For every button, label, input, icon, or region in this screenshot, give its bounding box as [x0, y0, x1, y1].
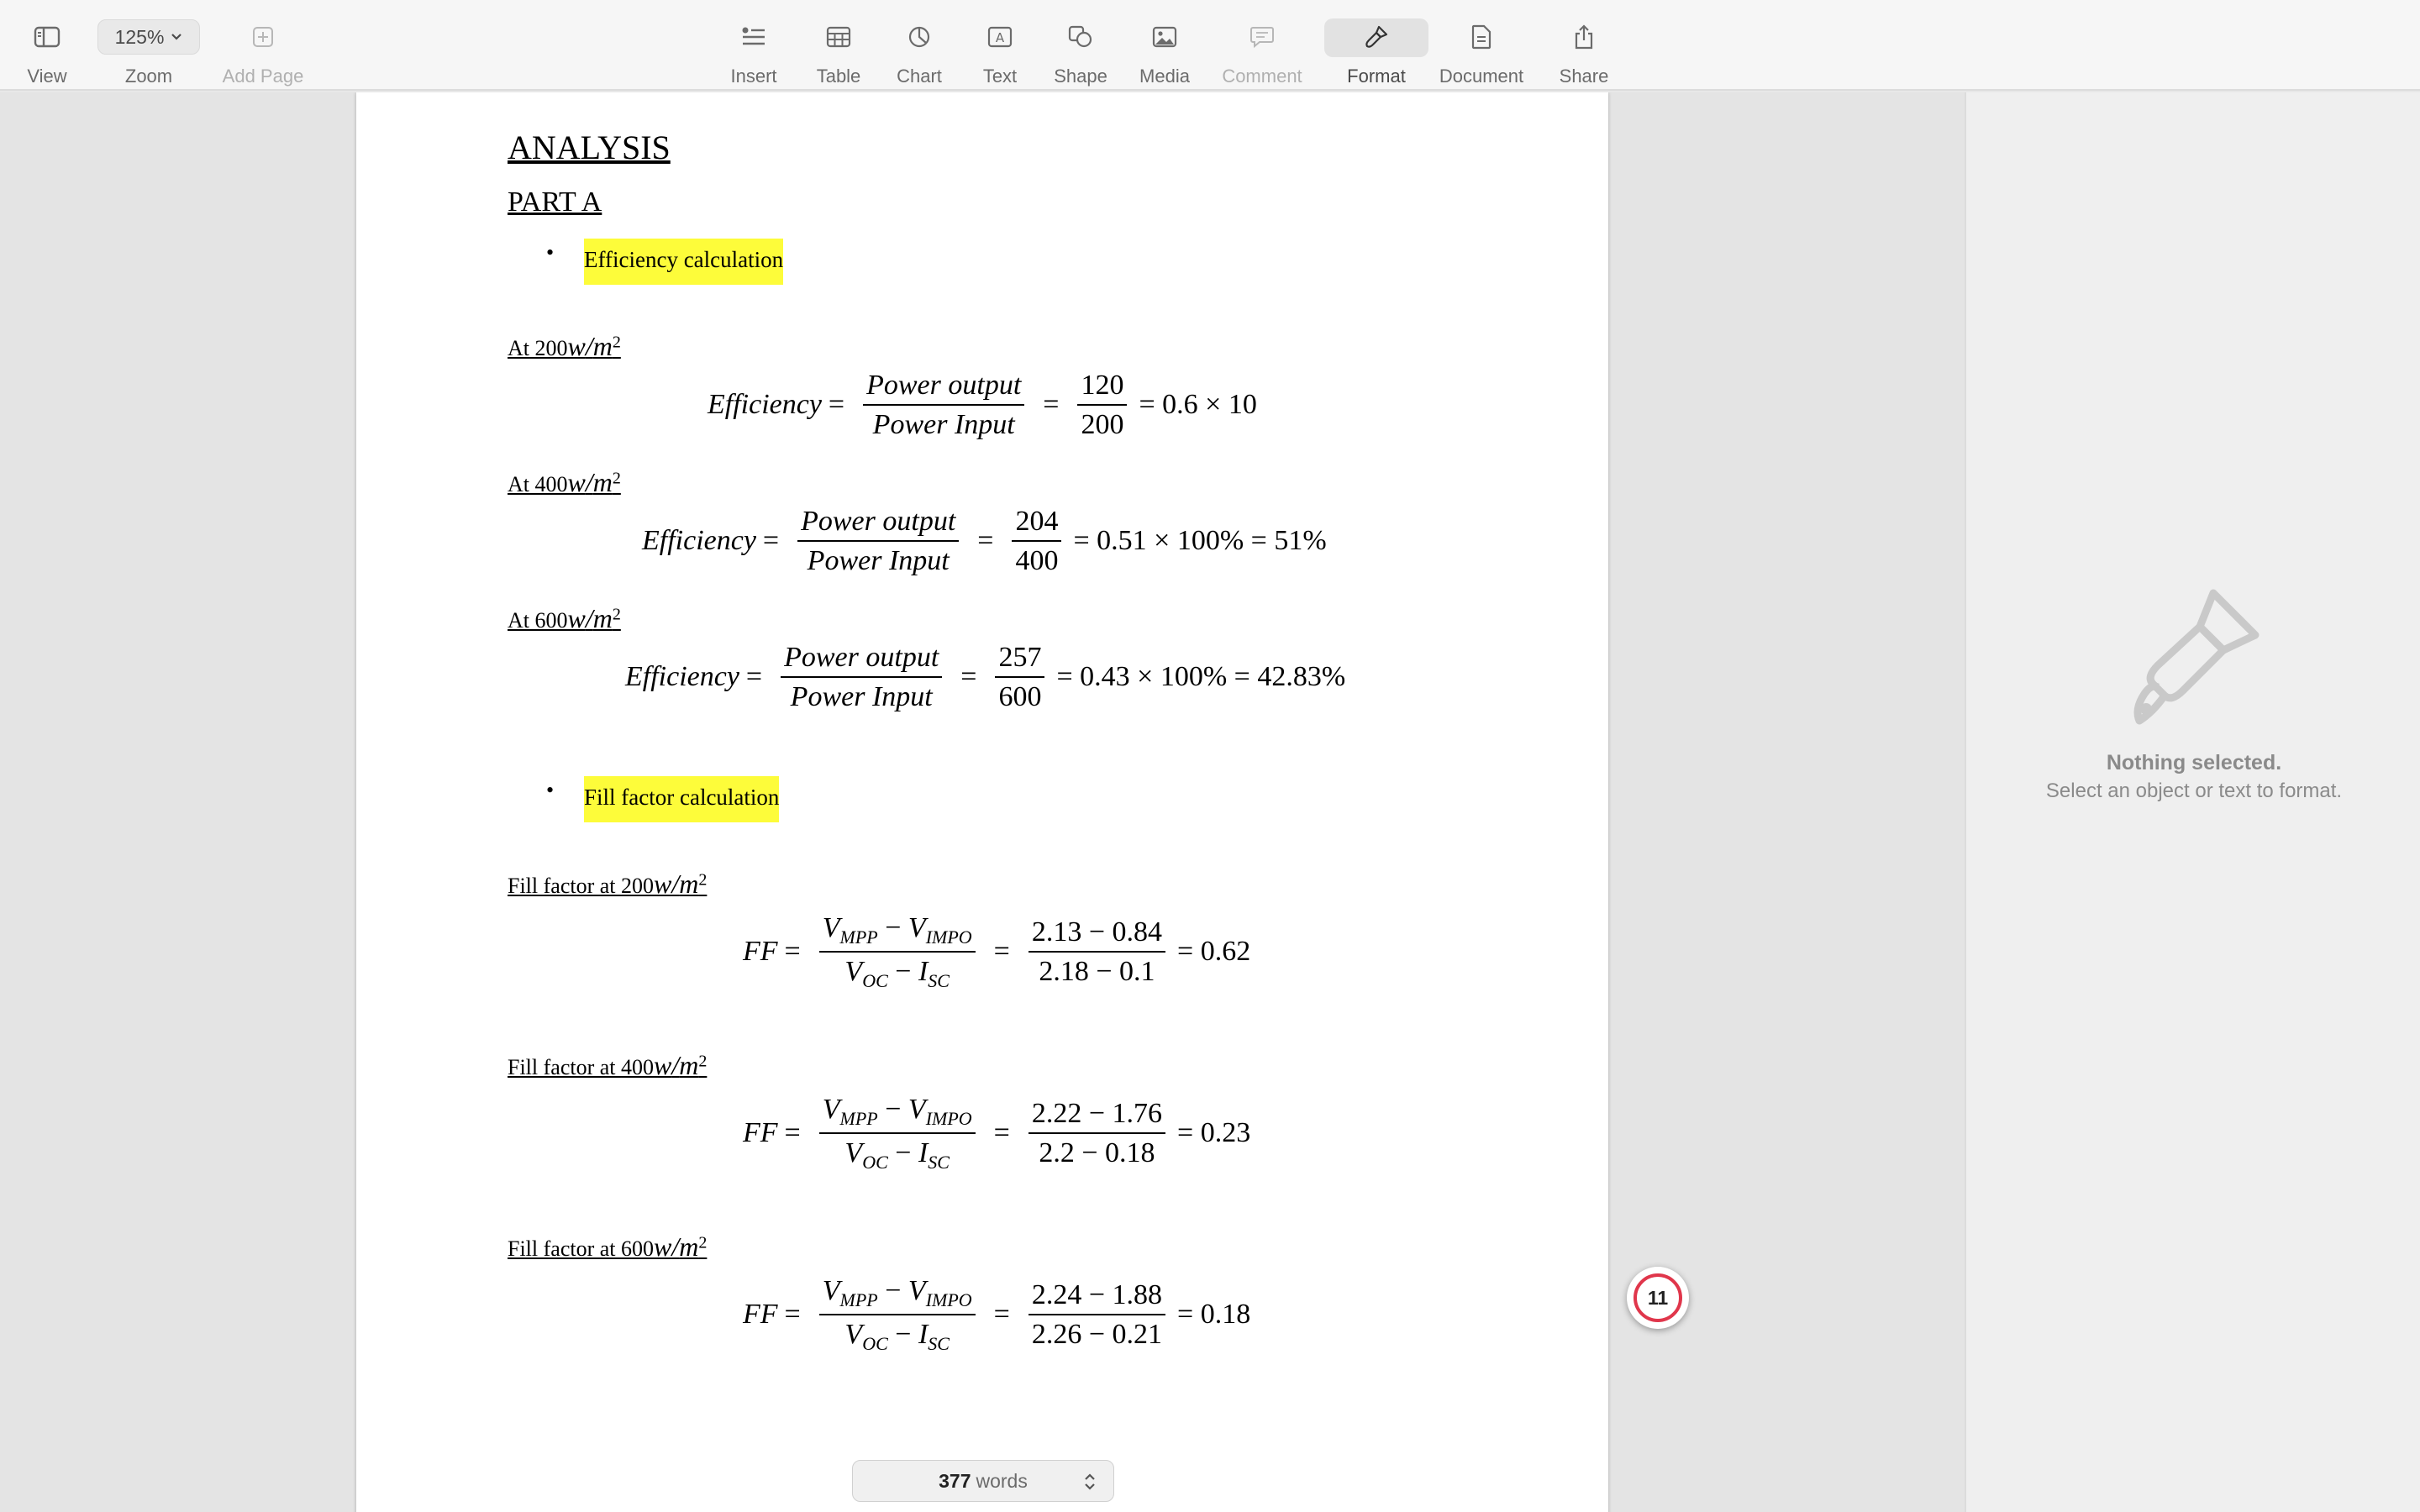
- section-fill-factor-title: Fill factor calculation: [584, 776, 779, 822]
- table-label: Table: [816, 66, 861, 87]
- format-sidebar: [1965, 92, 2420, 1512]
- insert-button[interactable]: [724, 12, 783, 87]
- chevron-up-down-icon: [1083, 1471, 1097, 1493]
- sidebar-icon: [34, 26, 60, 48]
- paintbrush-icon: [2128, 586, 2262, 738]
- view-button[interactable]: [18, 12, 76, 87]
- shape-button[interactable]: [1050, 12, 1111, 87]
- insert-list-icon: [741, 26, 766, 48]
- document-icon: [1471, 24, 1491, 50]
- share-icon: [1573, 24, 1595, 50]
- share-label: Share: [1559, 66, 1609, 87]
- word-count-label: words: [976, 1469, 1028, 1492]
- equation-ff-600: FF = $\frac{V_{MPP} - V_{IMPO}}{V_{OC} - I_{SC}}$ = $\frac{2.24 - 1.88}{2.26 - 0.21}$ = 0.18: [743, 1275, 1251, 1354]
- badge-count: 11: [1647, 1286, 1669, 1309]
- media-photo-icon: [1152, 26, 1177, 48]
- paintbrush-icon: [1364, 24, 1389, 50]
- format-label: Format: [1347, 66, 1406, 87]
- bullet-marker: •: [546, 240, 555, 265]
- zoom-control[interactable]: [97, 12, 200, 87]
- chevron-down-icon: [171, 33, 182, 41]
- text-box-icon: [987, 26, 1013, 48]
- svg-text:A: A: [995, 30, 1005, 45]
- equation-ff-400: FF = $\frac{V_{MPP} - V_{IMPO}}{V_{OC} - I_{SC}}$ = $\frac{2.22 - 1.76}{2.2 - 0.18}$ = 0.23: [743, 1094, 1251, 1173]
- empty-selection-title: Nothing selected.: [2106, 751, 2282, 774]
- chart-pie-icon: [908, 25, 931, 49]
- media-label: Media: [1139, 66, 1190, 87]
- table-button[interactable]: [810, 12, 867, 87]
- add-page-icon: [252, 26, 274, 48]
- format-button[interactable]: [1336, 12, 1417, 87]
- text-button[interactable]: [971, 12, 1028, 87]
- word-count-value: 377: [939, 1469, 971, 1492]
- comment-button[interactable]: [1217, 12, 1307, 87]
- comment-label: Comment: [1222, 66, 1302, 87]
- empty-selection-subtitle: Select an object or text to format.: [2045, 780, 2343, 802]
- share-button[interactable]: [1556, 12, 1612, 87]
- insert-label: Insert: [730, 66, 777, 87]
- equation-efficiency-600: Efficiency = $\frac{\text{Power output}}{\text{Power Input}}$ = $\frac{257}{600}$ = 0.43 × 100% = 42.83%: [625, 642, 1346, 713]
- zoom-select[interactable]: [97, 19, 200, 55]
- zoom-label: Zoom: [124, 66, 173, 87]
- chart-button[interactable]: [891, 12, 948, 87]
- document-button[interactable]: [1434, 12, 1529, 87]
- toolbar: [0, 0, 2420, 91]
- heading-analysis: ANALYSIS: [508, 129, 671, 166]
- shape-label: Shape: [1054, 66, 1107, 87]
- subheading-ff-200: Fill factor at $200w/m^2$: [508, 869, 708, 899]
- document-page[interactable]: [356, 92, 1608, 1512]
- comment-icon: [1249, 25, 1275, 49]
- subheading-at-600: At $600w/m^2$: [508, 603, 621, 633]
- word-count-control[interactable]: [852, 1460, 1114, 1502]
- view-label: View: [27, 66, 67, 87]
- section-efficiency-title: Efficiency calculation: [584, 239, 783, 285]
- heading-part-a: PART A: [508, 186, 602, 218]
- zoom-value: 125%: [114, 25, 165, 48]
- subheading-at-200: At $200w/m^2$: [508, 331, 621, 361]
- equation-efficiency-400: Efficiency = $\frac{\text{Power output}}{\text{Power Input}}$ = $\frac{204}{400}$ = 0.51 × 100% = 51%: [642, 506, 1327, 577]
- bullet-marker: •: [546, 778, 555, 802]
- subheading-at-400: At $400w/m^2$: [508, 467, 621, 497]
- media-button[interactable]: [1134, 12, 1195, 87]
- text-label: Text: [982, 66, 1018, 87]
- shape-icon: [1068, 25, 1093, 49]
- chart-label: Chart: [897, 66, 942, 87]
- equation-ff-200: FF = $\frac{V_{MPP} - V_{IMPO}}{V_{OC} - I_{SC}}$ = $\frac{2.13 - 0.84}{2.18 - 0.1}$ = 0.62: [743, 912, 1251, 991]
- comment-count-badge[interactable]: [1627, 1267, 1689, 1329]
- subheading-ff-400: Fill factor at $400w/m^2$: [508, 1050, 708, 1080]
- add-page-label: Add Page: [222, 66, 304, 87]
- document-label: Document: [1439, 66, 1524, 87]
- add-page-button[interactable]: [217, 12, 309, 87]
- subheading-ff-600: Fill factor at $600w/m^2$: [508, 1231, 708, 1262]
- table-icon: [826, 26, 851, 48]
- equation-efficiency-200: Efficiency = $\frac{\text{Power output}}{\text{Power Input}}$ = $\frac{120}{200}$ = 0.6 × 10: [708, 370, 1257, 441]
